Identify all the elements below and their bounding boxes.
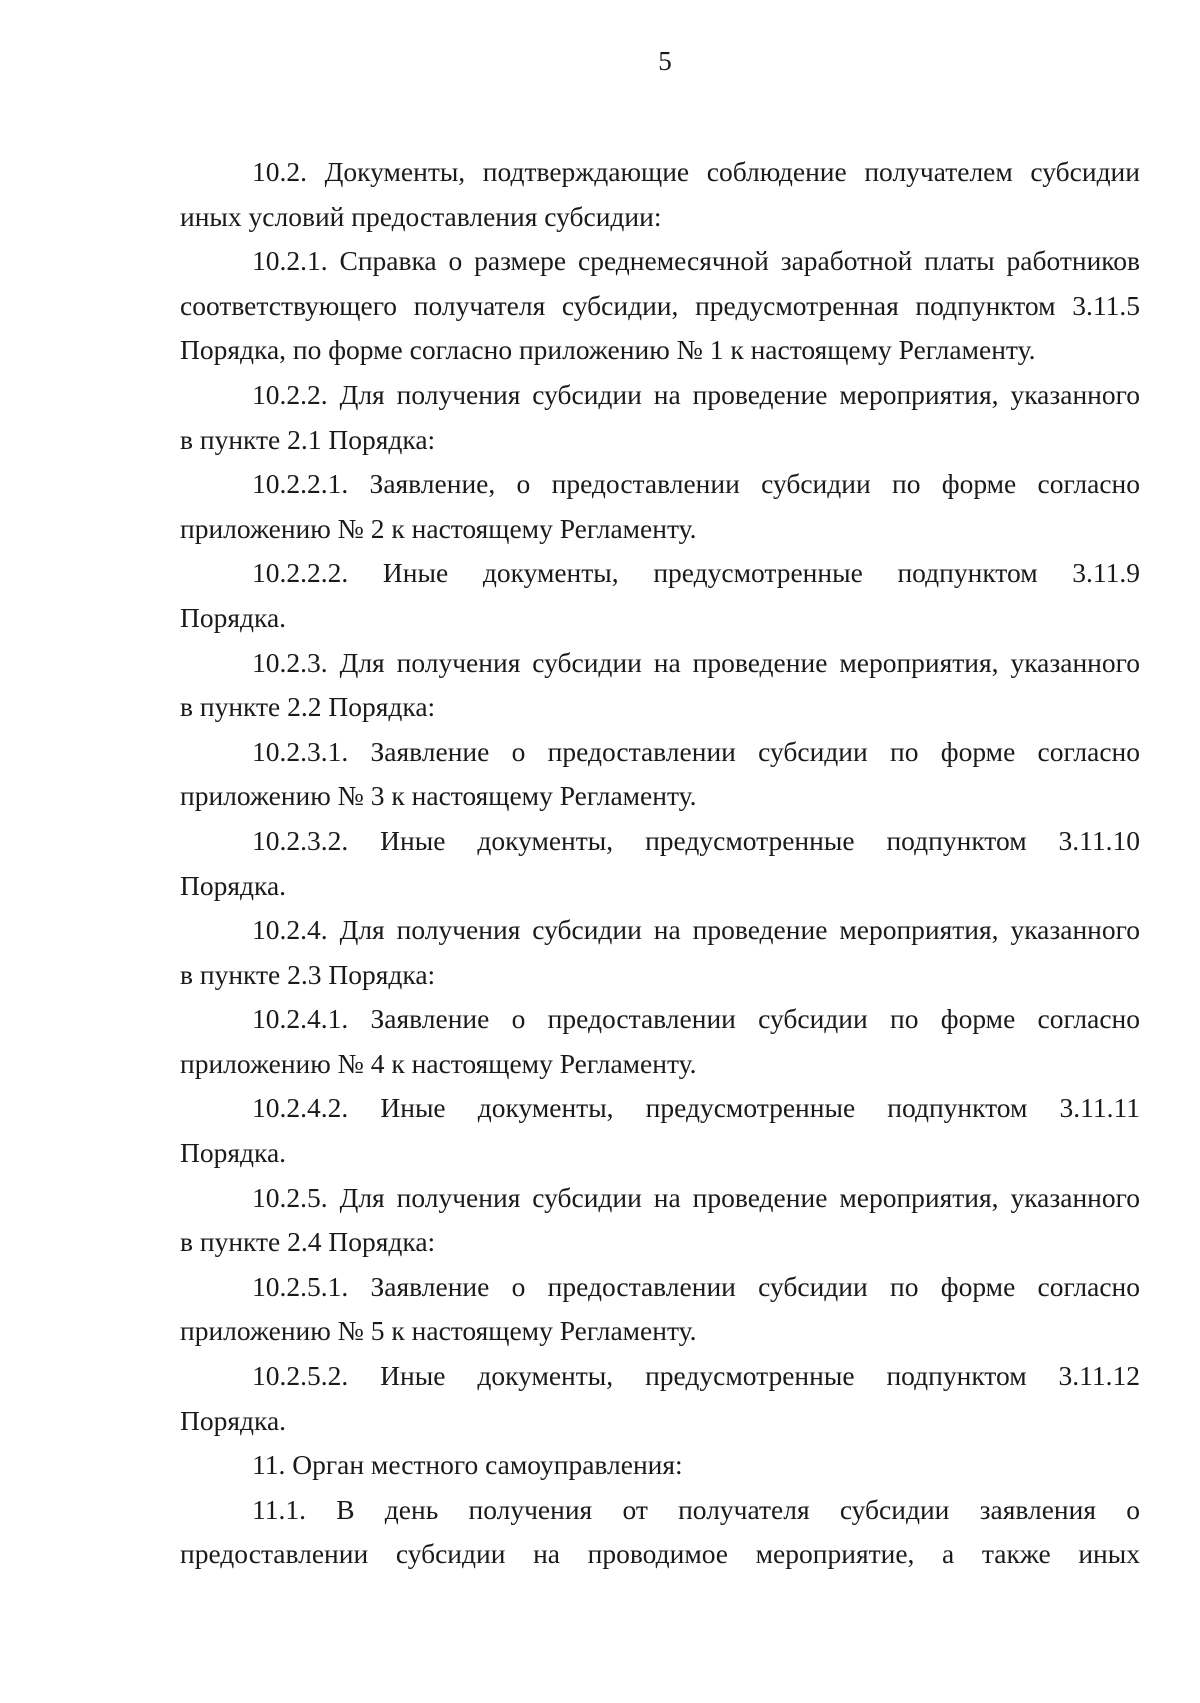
paragraph-10-2-5-2 [180, 1354, 1140, 1443]
paragraph-continuation: приложению № 3 к настоящему Регламенту. [180, 780, 697, 812]
paragraph-11 [180, 1443, 1140, 1488]
paragraph-first-line: 10.2.2.1. Заявление, о предоставлении субсидии по форме согласно [252, 468, 1140, 500]
paragraph-continuation: приложению № 4 к настоящему Регламенту. [180, 1047, 697, 1079]
paragraph-continuation: соответствующего получателя субсидии, предусмотренная подпунктом 3.11.5 Порядка, по форме согласно приложению № 1 к настоящему Регламенту. [180, 289, 1140, 366]
paragraph-continuation: в пункте 2.2 Порядка: [180, 691, 436, 723]
paragraph-10-2-3-1 [180, 730, 1140, 819]
paragraph-first-line: 10.2.2. Для получения субсидии на проведение мероприятия, указанного [252, 378, 1140, 410]
paragraph-first-line: 10.2.4. Для получения субсидии на проведение мероприятия, указанного [252, 914, 1140, 946]
paragraph-10-2 [180, 150, 1140, 239]
paragraph-first-line: 10.2.3. Для получения субсидии на проведение мероприятия, указанного [252, 646, 1140, 678]
paragraph-first-line: 10.2.5.1. Заявление о предоставлении субсидии по форме согласно [252, 1270, 1140, 1302]
paragraph-10-2-4-1 [180, 997, 1140, 1086]
page-number: 5 [658, 46, 672, 76]
paragraph-first-line: 10.2.5. Для получения субсидии на проведение мероприятия, указанного [252, 1181, 1140, 1213]
paragraph-10-2-5-1 [180, 1265, 1140, 1354]
paragraph-first-line: 10.2.5.2. Иные документы, предусмотренные подпунктом 3.11.12 [252, 1360, 1140, 1392]
paragraph-first-line: 10.2.2.2. Иные документы, предусмотренные подпунктом 3.11.9 [252, 557, 1140, 589]
paragraph-first-line: 11. Орган местного самоуправления: [252, 1449, 683, 1481]
document-body [180, 150, 1140, 1577]
paragraph-continuation: Порядка. [180, 1404, 287, 1436]
paragraph-continuation: Порядка. [180, 869, 287, 901]
paragraph-first-line: 10.2.1. Справка о размере среднемесячной заработной платы работников [252, 245, 1140, 277]
paragraph-10-2-5 [180, 1176, 1140, 1265]
paragraph-first-line: 10.2.4.1. Заявление о предоставлении субсидии по форме согласно [252, 1003, 1140, 1035]
paragraph-continuation: в пункте 2.1 Порядка: [180, 423, 436, 455]
paragraph-10-2-1 [180, 239, 1140, 373]
paragraph-10-2-4-2 [180, 1086, 1140, 1175]
paragraph-continuation: Порядка. [180, 601, 287, 633]
paragraph-first-line: 11.1. В день получения от получателя субсидии заявления о [252, 1493, 1140, 1525]
paragraph-first-line: 10.2. Документы, подтверждающие соблюдение получателем субсидии [252, 156, 1140, 187]
paragraph-10-2-4 [180, 908, 1140, 997]
paragraph-10-2-2 [180, 373, 1140, 462]
paragraph-10-2-2-2 [180, 551, 1140, 640]
paragraph-continuation: в пункте 2.4 Порядка: [180, 1226, 436, 1258]
paragraph-continuation: приложению № 5 к настоящему Регламенту. [180, 1315, 697, 1347]
paragraph-continuation: предоставлении субсидии на проводимое мероприятие, а также иных [180, 1538, 1140, 1570]
paragraph-continuation: приложению № 2 к настоящему Регламенту. [180, 512, 697, 544]
paragraph-continuation: иных условий предоставления субсидии: [180, 200, 662, 232]
paragraph-10-2-3-2 [180, 819, 1140, 908]
paragraph-continuation: в пункте 2.3 Порядка: [180, 958, 436, 990]
paragraph-first-line: 10.2.3.1. Заявление о предоставлении субсидии по форме согласно [252, 735, 1140, 767]
paragraph-11-1 [180, 1488, 1140, 1577]
paragraph-first-line: 10.2.3.2. Иные документы, предусмотренные подпунктом 3.11.10 [252, 824, 1140, 856]
paragraph-10-2-3 [180, 641, 1140, 730]
paragraph-first-line: 10.2.4.2. Иные документы, предусмотренные подпунктом 3.11.11 [252, 1092, 1140, 1124]
paragraph-continuation: Порядка. [180, 1137, 287, 1169]
paragraph-10-2-2-1 [180, 462, 1140, 551]
